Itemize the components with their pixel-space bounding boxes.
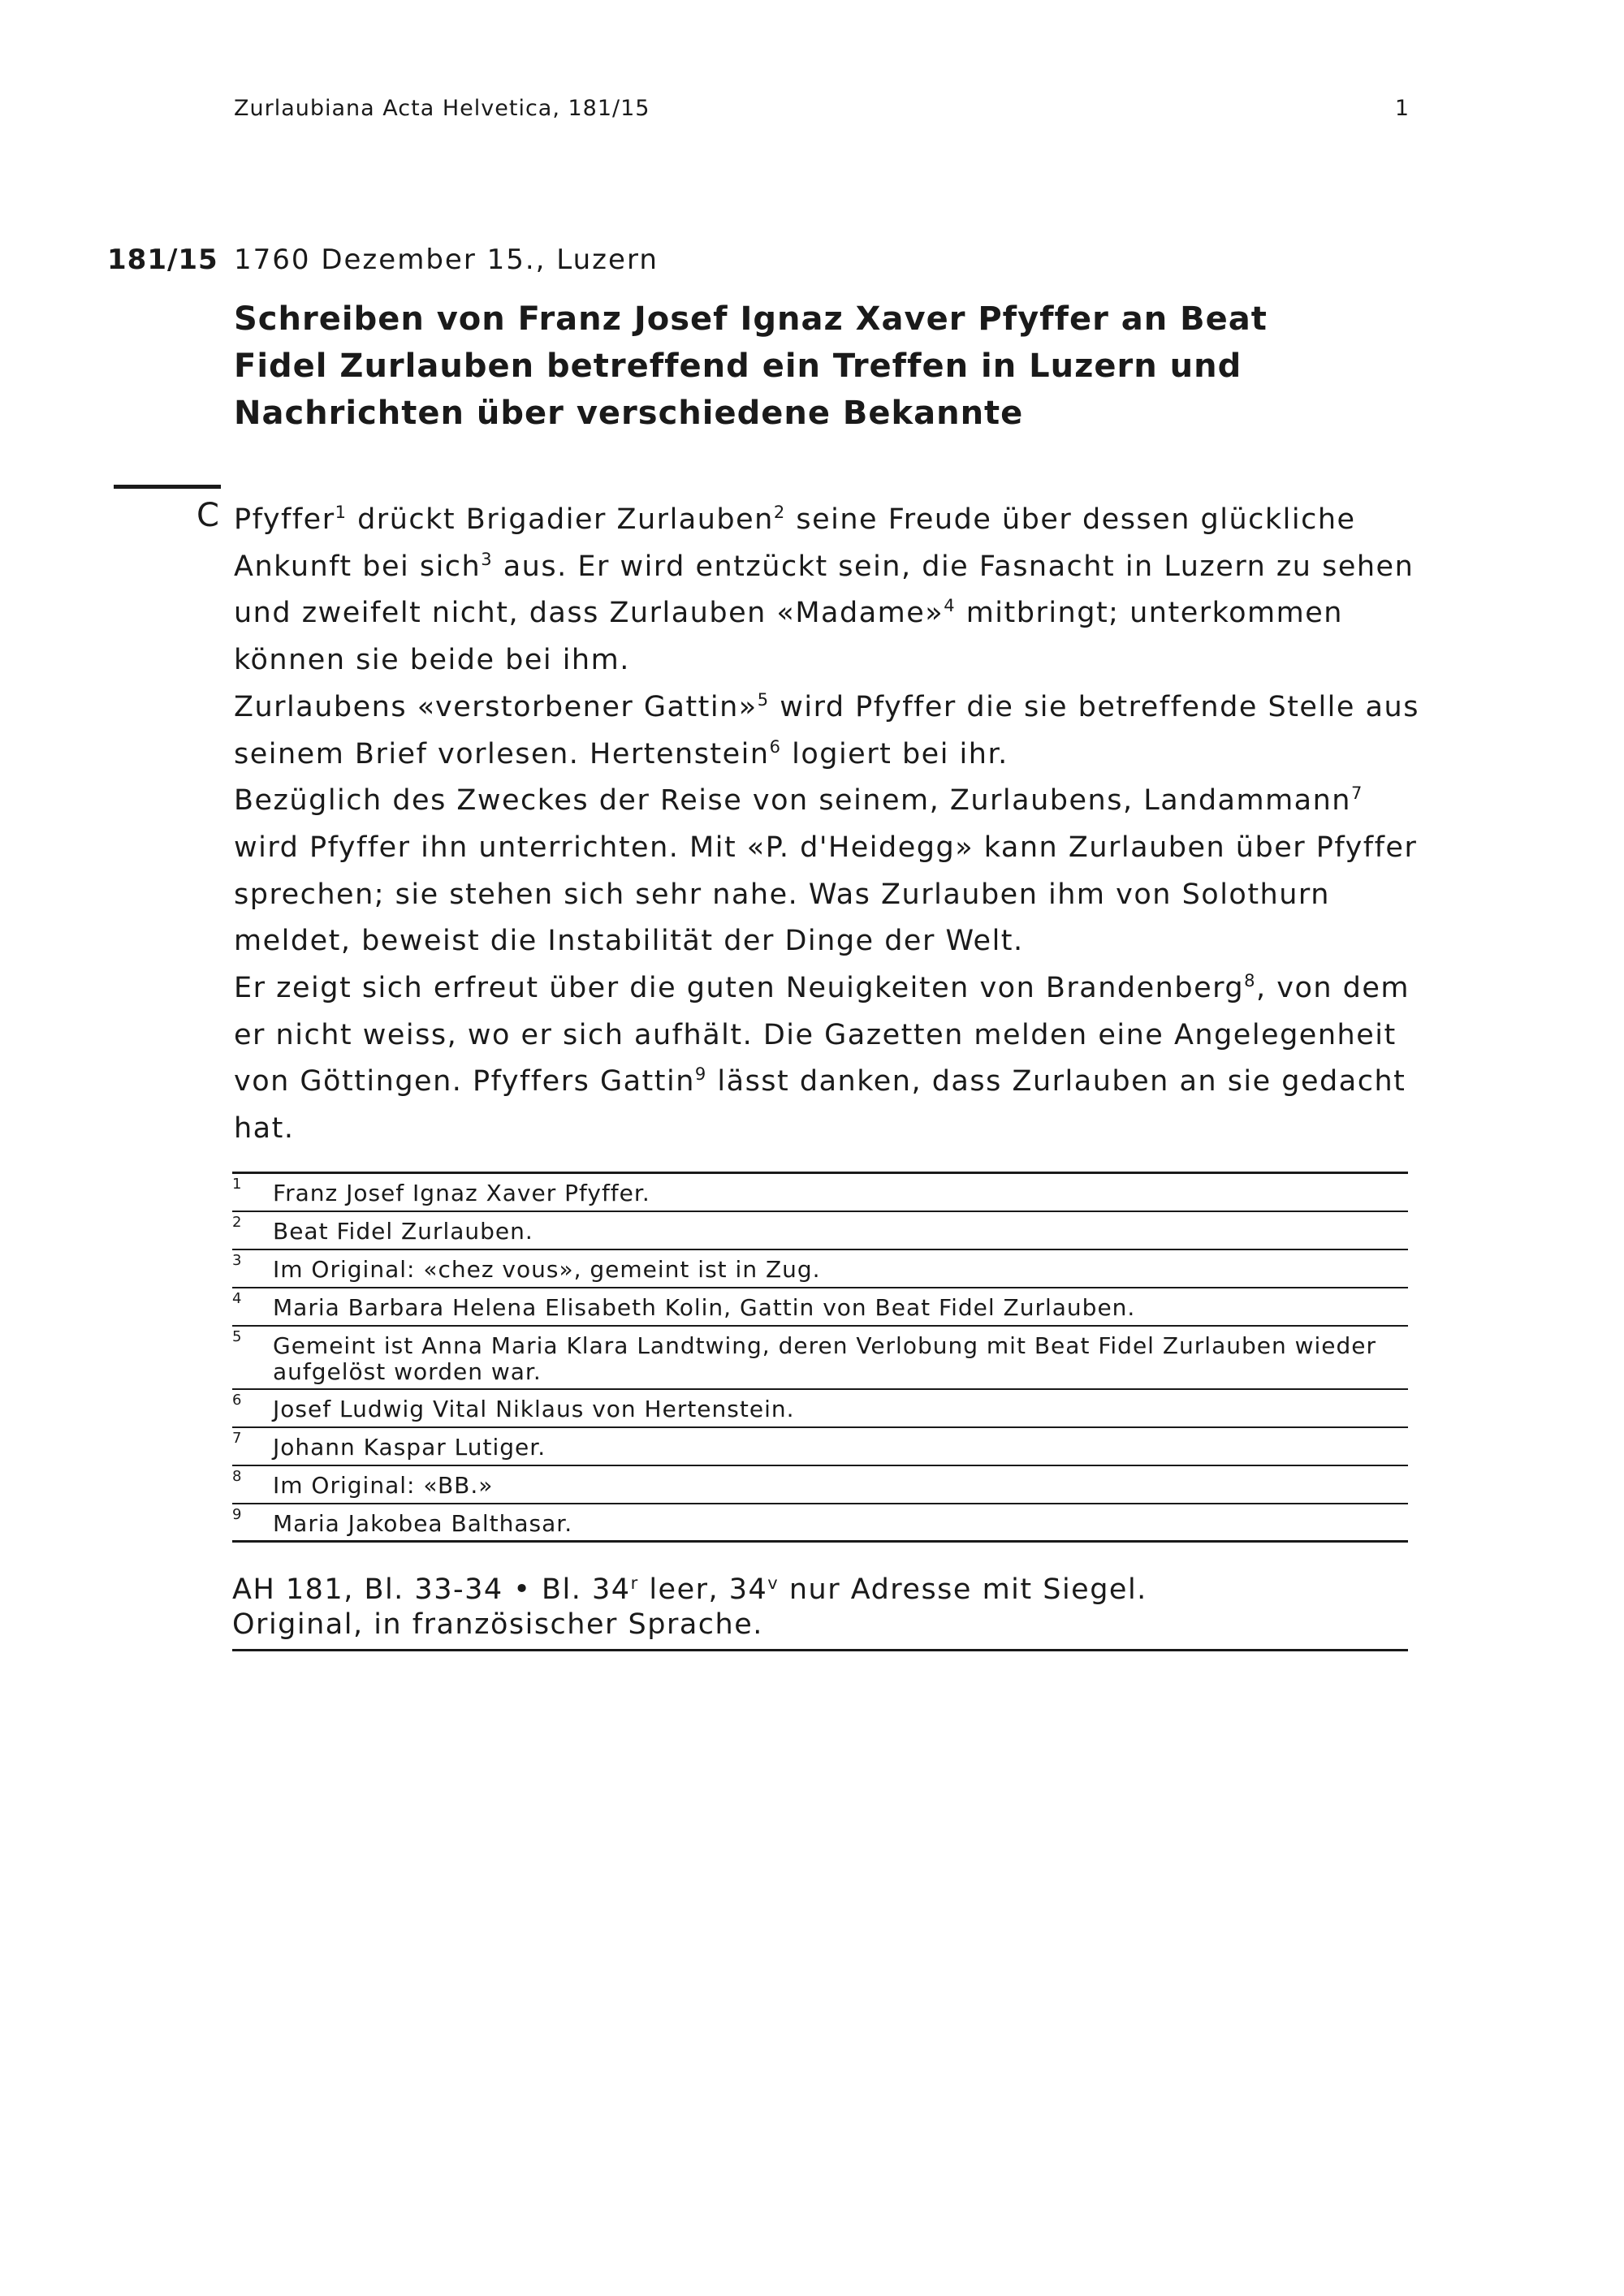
regest-text: wird Pfyffer die sie betreffende Stelle aus seinem Brief vorlesen. Hertenstein	[234, 690, 1419, 770]
footnote-ref[interactable]: 4	[944, 596, 957, 616]
document-title: Schreiben von Franz Josef Ignaz Xaver Pfyffer an Beat Fidel Zurlauben betreffend ein Treffen in Luzern und Nachrichten über verschiedene Bekannte	[234, 300, 1268, 432]
footnote-text: Maria Jakobea Balthasar.	[273, 1510, 573, 1537]
footnote-item	[232, 1390, 1408, 1428]
footnote-number: 4	[232, 1290, 243, 1307]
footnote-text: Josef Ludwig Vital Niklaus von Hertenstein.	[273, 1396, 795, 1422]
regest-paragraph	[234, 965, 1419, 1153]
regest-text: Pfyffer	[234, 503, 335, 536]
footnote-ref[interactable]: 3	[481, 549, 494, 569]
footnote-item	[232, 1466, 1408, 1504]
footnote-number: 6	[232, 1392, 243, 1409]
footnote-number: 1	[232, 1176, 243, 1193]
document-date-place: 1760 Dezember 15., Luzern	[234, 244, 659, 276]
footnote-ref[interactable]: 2	[773, 503, 786, 522]
source-line-signature	[232, 1573, 1408, 1608]
footnote-ref[interactable]: 7	[1351, 783, 1363, 804]
source-text: AH 181, Bl. 33-34 • Bl. 34	[232, 1573, 631, 1606]
footnote-ref[interactable]: 6	[769, 736, 782, 757]
footnote-list	[232, 1172, 1408, 1543]
regest-text: logiert bei ihr.	[781, 737, 1009, 770]
footnote-number: 7	[232, 1430, 243, 1447]
regest-text: wird Pfyffer ihn unterrichten. Mit «P. d'Heidegg» kann Zurlauben über Pfyffer sprechen; sie stehen sich sehr nahe. Was Zurlauben ihm von Solothurn meldet, beweist die Instabilität der Dinge der Welt.	[234, 831, 1418, 958]
page-number: 1	[1394, 96, 1410, 121]
footnote-item	[232, 1327, 1408, 1390]
regest-text: Bezüglich des Zweckes der Reise von seinem, Zurlaubens, Landammann	[234, 784, 1351, 818]
footnote-item	[232, 1250, 1408, 1288]
regest-text: lässt danken, dass Zurlauben an sie gedacht hat.	[234, 1065, 1406, 1146]
regest-body	[234, 497, 1419, 1153]
footnote-text: Im Original: «BB.»	[273, 1472, 494, 1499]
footnote-text: Gemeint ist Anna Maria Klara Landtwing, deren Verlobung mit Beat Fidel Zurlauben wieder aufgelöst worden war.	[273, 1332, 1377, 1385]
footnote-item	[232, 1288, 1408, 1327]
footnote-number: 3	[232, 1252, 243, 1269]
regest-text: Er zeigt sich erfreut über die guten Neuigkeiten von Brandenberg	[234, 972, 1245, 1005]
regest-text: Zurlaubens «verstorbener Gattin»	[234, 690, 758, 723]
source-line-original: Original, in französischer Sprache.	[232, 1608, 763, 1641]
section-divider	[114, 485, 221, 489]
page-header	[234, 96, 1410, 128]
footnote-text: Im Original: «chez vous», gemeint ist in Zug.	[273, 1256, 821, 1283]
recto-marker: r	[630, 1573, 639, 1593]
source-text: leer, 34	[638, 1573, 768, 1606]
footnote-item	[232, 1428, 1408, 1466]
footnote-text: Franz Josef Ignaz Xaver Pfyffer.	[273, 1180, 650, 1206]
regest-paragraph	[234, 778, 1419, 965]
footnote-ref[interactable]: 8	[1244, 971, 1256, 991]
regest-paragraph	[234, 497, 1419, 684]
footnote-text: Beat Fidel Zurlauben.	[273, 1218, 533, 1245]
running-title: Zurlaubiana Acta Helvetica, 181/15	[234, 96, 650, 121]
regest-text: mitbringt; unterkommen können sie beide bei ihm.	[234, 597, 1343, 677]
footnote-item	[232, 1174, 1408, 1212]
footnote-item	[232, 1212, 1408, 1250]
section-marker: C	[197, 497, 219, 534]
verso-marker: v	[767, 1573, 780, 1593]
footnote-number: 8	[232, 1468, 243, 1485]
footnote-item	[232, 1504, 1408, 1543]
regest-text: drückt Brigadier Zurlauben	[347, 503, 774, 536]
regest-paragraph	[234, 684, 1419, 778]
regest-text: aus. Er wird entzückt sein, die Fasnacht in Luzern zu sehen und zweifelt nicht, dass Zurlauben «Madame»	[234, 550, 1415, 630]
footnote-number: 5	[232, 1328, 243, 1345]
footnote-ref[interactable]: 9	[694, 1064, 707, 1085]
source-text: nur Adresse mit Siegel.	[779, 1573, 1147, 1606]
footnote-text: Maria Barbara Helena Elisabeth Kolin, Gattin von Beat Fidel Zurlauben.	[273, 1294, 1136, 1321]
footnote-number: 2	[232, 1214, 243, 1231]
footnote-ref[interactable]: 1	[335, 503, 348, 522]
footnote-text: Johann Kaspar Lutiger.	[273, 1434, 546, 1461]
document-number: 181/15	[107, 244, 218, 276]
source-reference	[232, 1573, 1408, 1651]
regest-text: , von dem er nicht weiss, wo er sich aufhält. Die Gazetten melden eine Angelegenheit von Göttingen. Pfyffers Gattin	[234, 972, 1410, 1098]
footnote-ref[interactable]: 5	[757, 689, 770, 710]
regest-text: seine Freude über dessen glückliche Ankunft bei sich	[234, 503, 1356, 583]
footnote-number: 9	[232, 1506, 243, 1523]
